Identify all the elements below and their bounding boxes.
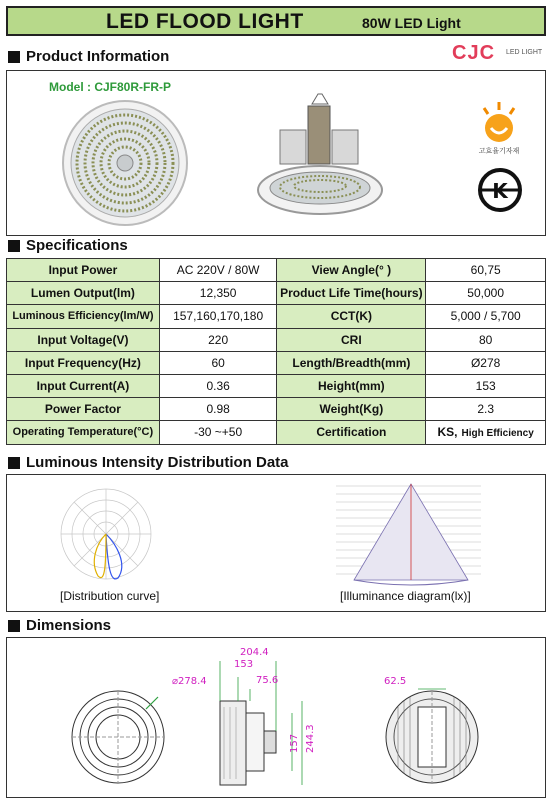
spec-row [7, 374, 546, 397]
page-subtitle: 80W LED Light [362, 15, 461, 31]
spec-value: -30 ~+50 [159, 421, 277, 444]
bullet-square-icon [8, 240, 20, 252]
spec-key: Luminous Efficiency(lm/W) [7, 305, 160, 328]
spec-row [7, 282, 546, 305]
spec-value: 80 [426, 328, 546, 351]
spec-key: Lumen Output(lm) [7, 282, 160, 305]
spec-value: 0.36 [159, 374, 277, 397]
spec-value: 5,000 / 5,700 [426, 305, 546, 328]
spec-value: Ø278 [426, 351, 546, 374]
page-title: LED FLOOD LIGHT [106, 10, 304, 33]
svg-text:K: K [492, 179, 508, 203]
spec-value: 60 [159, 351, 277, 374]
distribution-curve-caption: [Distribution curve] [60, 589, 160, 603]
spec-key: Input Voltage(V) [7, 328, 160, 351]
svg-text:153: 153 [234, 659, 254, 670]
spec-value: 12,350 [159, 282, 277, 305]
svg-text:고효율기자재: 고효율기자재 [478, 147, 520, 155]
product-side-photo [250, 92, 390, 222]
spec-value: 2.3 [426, 398, 546, 421]
spec-key: View Angle(° ) [277, 259, 426, 282]
spec-key: CCT(K) [277, 305, 426, 328]
spec-value: 0.98 [159, 398, 277, 421]
bullet-square-icon [8, 620, 20, 632]
spec-value: 60,75 [426, 259, 546, 282]
illuminance-diagram-caption: [Illuminance diagram(lx)] [340, 589, 471, 603]
spec-key: Product Life Time(hours) [277, 282, 426, 305]
distribution-curve-diagram [56, 484, 156, 584]
spec-row [7, 398, 546, 421]
spec-key: Power Factor [7, 398, 160, 421]
svg-text:⌀278.4: ⌀278.4 [172, 676, 207, 687]
ks-mark-icon [478, 168, 522, 212]
spec-row [7, 259, 546, 282]
spec-key: Certification [277, 421, 426, 444]
svg-text:204.4: 204.4 [240, 647, 269, 658]
svg-text:75.6: 75.6 [256, 675, 279, 686]
spec-key: Length/Breadth(mm) [277, 351, 426, 374]
spec-row [7, 421, 546, 444]
spec-value: AC 220V / 80W [159, 259, 277, 282]
svg-text:62.5: 62.5 [384, 676, 407, 687]
svg-text:157: 157 [289, 733, 300, 753]
luminous-heading: Luminous Intensity Distribution Data [8, 454, 289, 471]
dimensions-drawing [6, 637, 546, 798]
spec-row [7, 351, 546, 374]
spec-value: 153 [426, 374, 546, 397]
spec-value: 157,160,170,180 [159, 305, 277, 328]
brand-logo: CJC LED LIGHT [452, 42, 543, 64]
spec-key: Input Power [7, 259, 160, 282]
dimensions-heading: Dimensions [8, 617, 111, 634]
spec-value: KS, High Efficiency [426, 421, 546, 444]
spec-value: 50,000 [426, 282, 546, 305]
product-front-photo [60, 98, 190, 228]
bullet-square-icon [8, 457, 20, 469]
specifications-heading: Specifications [8, 237, 128, 254]
spec-key: Input Current(A) [7, 374, 160, 397]
bullet-square-icon [8, 51, 20, 63]
svg-text:244.3: 244.3 [305, 724, 316, 753]
spec-row [7, 328, 546, 351]
spec-key: Height(mm) [277, 374, 426, 397]
illuminance-diagram [316, 480, 494, 586]
efficiency-mark-icon [474, 100, 524, 156]
title-bar [6, 6, 546, 36]
spec-value: 220 [159, 328, 277, 351]
model-label: Model : CJF80R-FR-P [49, 80, 172, 94]
spec-key: Input Frequency(Hz) [7, 351, 160, 374]
specifications-table [6, 258, 546, 445]
spec-key: Operating Temperature(°C) [7, 421, 160, 444]
product-info-heading: Product Information [8, 48, 169, 65]
spec-row [7, 305, 546, 328]
spec-key: CRI [277, 328, 426, 351]
spec-key: Weight(Kg) [277, 398, 426, 421]
